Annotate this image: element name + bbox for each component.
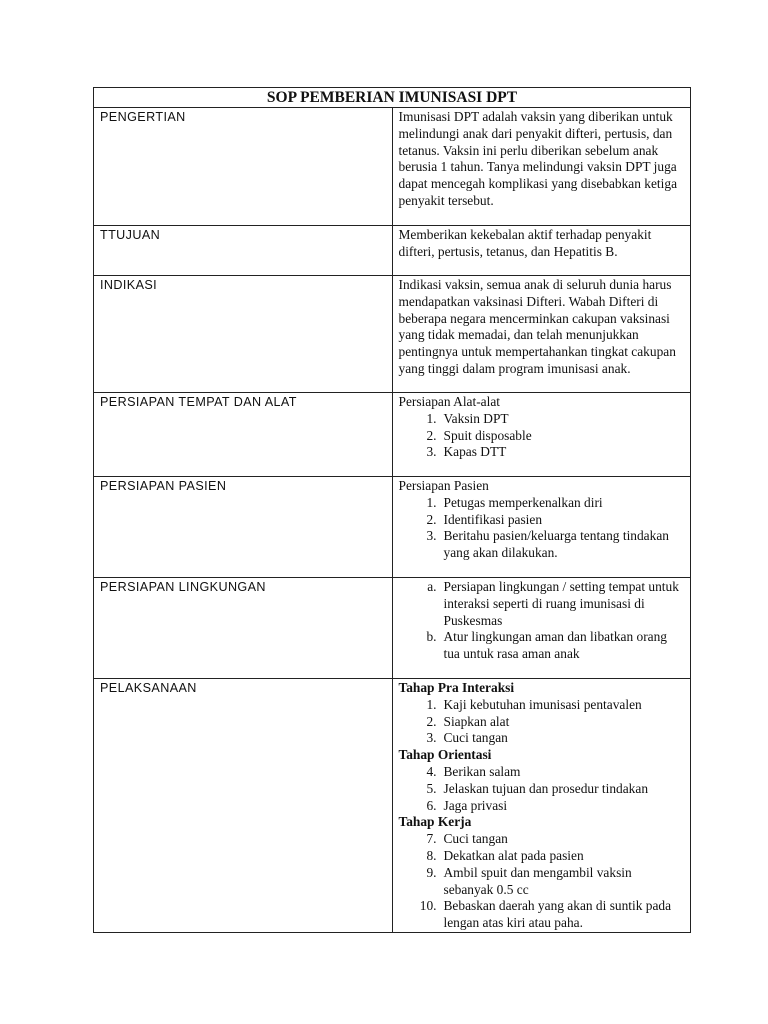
table-row [94,477,691,578]
list-item-text: Dekatkan alat pada pasien [443,847,584,863]
list-number: 7. [426,831,437,847]
list-item-text: Cuci tangan [443,831,508,847]
list-item [399,444,685,461]
list-item [399,428,685,445]
list-number: 2. [426,511,437,527]
list-number: 3. [426,730,437,746]
list-item-text: Vaksin DPT [443,410,509,426]
numbered-list [399,831,685,932]
list-intro: Persiapan Alat-alat [398,394,501,409]
list-item [399,764,685,781]
list-item [399,865,685,899]
pengertian-text: Imunisasi DPT adalah vaksin yang diberikan untuk melindungi anak dari penyakit difteri, pertusis, dan tetanus. Vaksin ini perlu diberikan sebelum anak berusia 1 tahun. Tanya melindungi vaksin DPT juga dapat mencegah komplikasi yang disebabkan ketiga penyakit tersebut. [398,109,678,208]
list-number: 2. [426,713,437,729]
row-label: INDIKASI [94,276,393,393]
list-item-text: Kaji kebutuhan imunisasi pentavalen [443,696,642,712]
document-title: SOP PEMBERIAN IMUNISASI DPT [94,88,691,108]
row-content [392,578,691,679]
list-item [399,512,685,529]
list-item [399,848,685,865]
list-item [399,730,685,747]
list-letter: b. [426,629,437,645]
list-number: 4. [426,763,437,779]
row-content [392,108,691,226]
list-letter: a. [427,579,437,594]
list-item-text: Jaga privasi [443,797,508,813]
list-item [399,528,685,562]
numbered-list [399,764,685,814]
list-item [399,697,685,714]
row-content [392,393,691,477]
table-row [94,276,691,393]
list-number: 3. [426,528,437,544]
row-content [392,679,691,933]
table-row [94,578,691,679]
list-item [399,579,685,629]
sop-table [93,87,691,933]
list-item-text: Persiapan lingkungan / setting tempat untuk interaksi seperti di ruang imunisasi di Puskesmas [443,579,679,628]
list-item-text: Kapas DTT [443,444,507,460]
tujuan-text: Memberikan kekebalan aktif terhadap penyakit difteri, pertusis, tetanus, dan Hepatitis B. [398,227,652,259]
list-item [399,781,685,798]
list-number: 1. [426,696,437,712]
list-item [399,411,685,428]
section-heading: Tahap Orientasi [398,747,492,763]
list-number: 9. [426,864,437,880]
row-label: PERSIAPAN LINGKUNGAN [94,578,393,679]
list-item-text: Berikan salam [443,763,521,779]
list-item [399,798,685,815]
section-heading: Tahap Pra Interaksi [398,680,515,695]
list-number: 1. [426,494,437,510]
lettered-list [399,579,685,663]
row-label: PENGERTIAN [94,108,393,226]
section-heading: Tahap Kerja [398,814,472,830]
row-label: PERSIAPAN PASIEN [94,477,393,578]
list-number: 1. [426,410,437,426]
list-number: 8. [426,847,437,863]
list-item-text: Petugas memperkenalkan diri [443,494,603,510]
list-number: 3. [426,444,437,460]
list-item-text: Siapkan alat [443,713,510,729]
list-item-text: Bebaskan daerah yang akan di suntik pada lengan atas kiri atau paha. [443,898,672,931]
list-number: 10. [419,898,437,914]
table-row [94,393,691,477]
list-item-text: Atur lingkungan aman dan libatkan orang tua untuk rasa aman anak [443,629,667,662]
numbered-list [399,411,685,461]
list-intro: Persiapan Pasien [398,478,489,493]
list-item [399,495,685,512]
row-label: TTUJUAN [94,226,393,276]
row-label: PERSIAPAN TEMPAT DAN ALAT [94,393,393,477]
numbered-list [399,697,685,747]
table-row [94,108,691,226]
table-row [94,226,691,276]
list-item [399,714,685,731]
row-content [392,226,691,276]
row-content [392,276,691,393]
list-item [399,898,685,932]
row-label: PELAKSANAAN [94,679,393,933]
list-item-text: Jelaskan tujuan dan prosedur tindakan [443,780,649,796]
list-item [399,629,685,663]
list-item-text: Spuit disposable [443,427,532,443]
numbered-list [399,495,685,562]
list-number: 5. [426,780,437,796]
title-row [94,88,691,108]
list-item-text: Identifikasi pasien [443,511,543,527]
indikasi-text: Indikasi vaksin, semua anak di seluruh dunia harus mendapatkan vaksinasi Difteri. Wabah Difteri di beberapa negara mencerminkan cakupan vaksinasi yang tidak memadai, dan telah menunjukkan pentingnya untuk mempertahankan tingkat cakupan yang tinggi dalam program imunisasi anak. [398,277,676,376]
list-number: 2. [426,427,437,443]
list-item [399,831,685,848]
list-item-text: Beritahu pasien/keluarga tentang tindakan yang akan dilakukan. [443,528,669,561]
list-number: 6. [426,797,437,813]
list-item-text: Cuci tangan [443,730,508,746]
table-row [94,679,691,933]
row-content [392,477,691,578]
list-item-text: Ambil spuit dan mengambil vaksin sebanyak 0.5 cc [443,864,632,897]
